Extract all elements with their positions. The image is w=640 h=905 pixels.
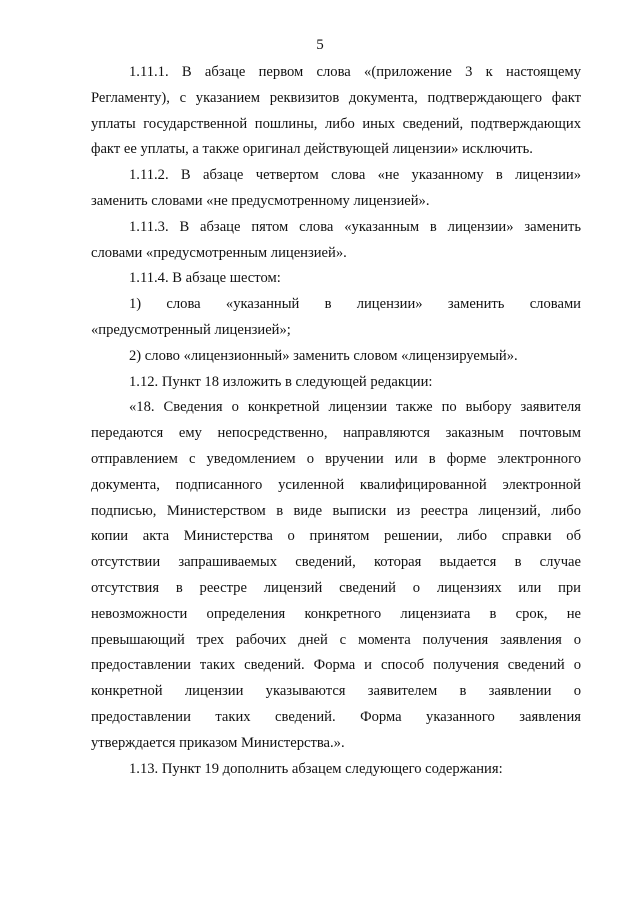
text-line: превышающий трех рабочих дней с момента получения заявления о: [91, 631, 581, 648]
text-line: 1.11.1. В абзаце первом слова «(приложение 3 к настоящему: [129, 64, 581, 80]
text-line: утверждается приказом Министерства.».: [91, 734, 345, 751]
paragraph: [91, 344, 581, 370]
text-line: «18. Сведения о конкретной лицензии также по выбору заявителя: [129, 399, 581, 416]
text-line: «предусмотренный лицензией»;: [91, 321, 291, 338]
text-line: отправлением с уведомлением о вручении или в форме электронного: [91, 450, 581, 467]
text-line: невозможности определения конкретного лицензиата в срок, не: [91, 605, 581, 622]
text-line: словами «предусмотренным лицензией».: [91, 244, 347, 261]
text-line: копии акта Министерства о принятом решении, либо справки об: [91, 528, 581, 545]
text-line: 1.11.3. В абзаце пятом слова «указанным в лицензии» заменить: [129, 218, 581, 235]
document-body: [91, 60, 581, 782]
paragraph: [91, 60, 581, 163]
text-line: передаются ему непосредственно, направляются заказным почтовым: [91, 425, 581, 442]
text-line: уплаты государственной пошлины, либо иных сведений, подтверждающих: [91, 115, 581, 132]
paragraph: [91, 395, 581, 756]
paragraph: [91, 370, 581, 396]
text-line: отсутствия в реестре лицензий сведений о лицензиях или при: [91, 579, 581, 596]
paragraph: [91, 215, 581, 267]
text-line: 2) слово «лицензионный» заменить словом «лицензируемый».: [129, 347, 518, 364]
text-line: 1.11.4. В абзаце шестом:: [129, 270, 281, 287]
text-line: Регламенту), с указанием реквизитов документа, подтверждающего факт: [91, 89, 581, 106]
text-line: предоставлении таких сведений. Форма и способ получения сведений о: [91, 657, 581, 674]
text-line: отсутствии запрашиваемых сведений, которая выдается в случае: [91, 554, 581, 571]
page-number: 5: [316, 37, 324, 53]
text-line: 1) слова «указанный в лицензии» заменить словами: [129, 296, 581, 313]
text-line: 1.12. Пункт 18 изложить в следующей редакции:: [129, 373, 433, 390]
text-line: предоставлении таких сведений. Форма указанного заявления: [91, 708, 581, 725]
text-line: 1.13. Пункт 19 дополнить абзацем следующего содержания:: [129, 760, 503, 777]
text-line: документа, подписанного усиленной квалифицированной электронной: [91, 476, 581, 493]
text-line: конкретной лицензии указываются заявителем в заявлении о: [91, 683, 581, 700]
text-line: 1.11.2. В абзаце четвертом слова «не указанному в лицензии»: [129, 167, 581, 184]
paragraph: [91, 292, 581, 344]
text-line: заменить словами «не предусмотренному лицензией».: [91, 192, 430, 209]
text-line: факт ее уплаты, а также оригинал действующей лицензии» исключить.: [91, 141, 533, 158]
paragraph: [91, 266, 581, 292]
paragraph: [91, 757, 581, 783]
paragraph: [91, 163, 581, 215]
text-line: подписью, Министерством в виде выписки из реестра лицензий, либо: [91, 502, 581, 519]
